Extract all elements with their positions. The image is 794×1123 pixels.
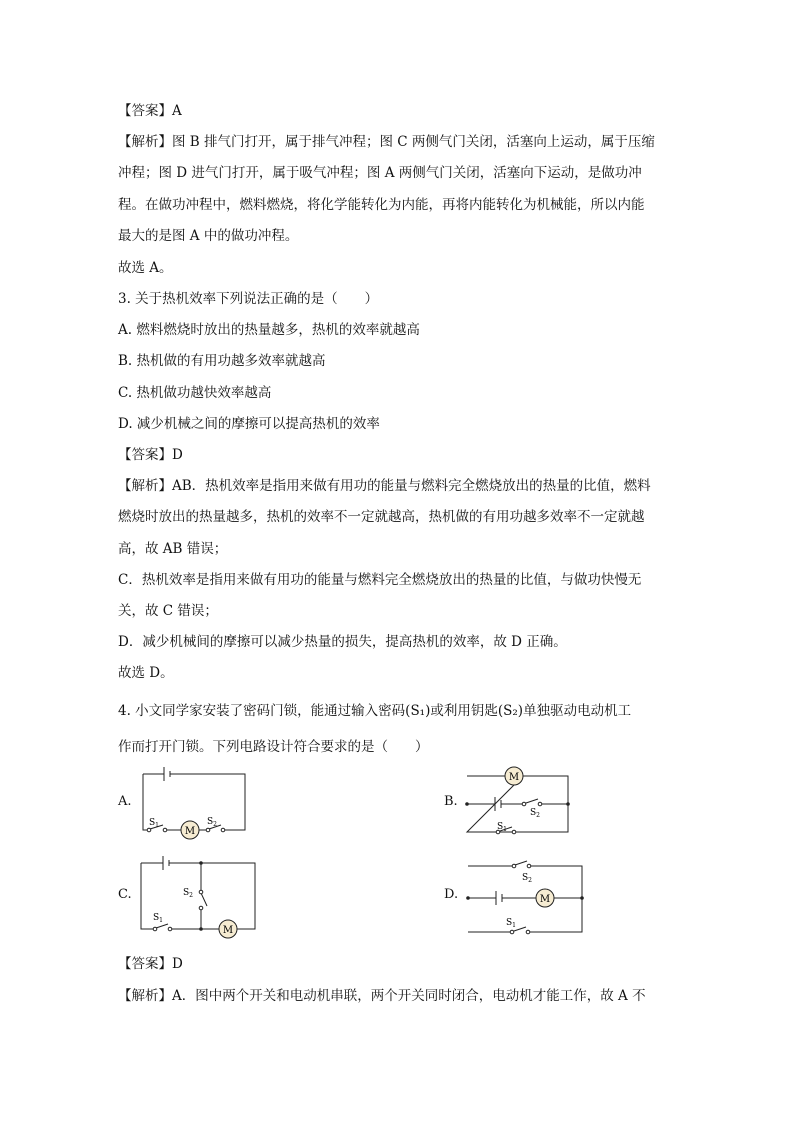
s1-label: $S_1$ [153,913,163,924]
option-label-c: C. [118,887,132,902]
motor-label: M [184,826,196,837]
q2-analysis-line: 最大的是图 A 中的做功冲程。 [118,228,299,244]
q4-analysis-line: 【解析】A．图中两个开关和电动机串联，两个开关同时闭合，电动机才能工作，故 A 不 [118,988,646,1004]
q4-stem-part: 单独驱动电动机工 [523,703,632,719]
option-label-a: A. [118,794,132,809]
motor-label: M [539,894,551,905]
q2-conclusion: 故选 A。 [118,260,173,276]
circuit-diagram-a [135,762,255,842]
q4-stem-line2: 作而打开门锁。下列电路设计符合要求的是（ ） [118,739,429,755]
q4-s2-symbol: (S₂) [497,703,524,719]
q4-stem-part: 或利用钥匙 [430,703,498,719]
q3-analysis-line: D．减少机械间的摩擦可以减少热量的损失，提高热机的效率，故 D 正确。 [118,634,567,650]
q3-conclusion: 故选 D。 [118,665,174,681]
option-label-d: D. [444,887,459,902]
q3-analysis-line: 燃烧时放出的热量越多，热机的效率不一定就越高，热机做的有用功越多效率不一定就越 [118,509,645,525]
s1-label: $S_1$ [149,818,159,829]
q3-answer: 【答案】D [118,447,183,463]
s2-label: $S_2$ [530,808,540,819]
circuit-diagram-d [462,856,588,938]
q2-analysis-line: 【解析】图 B 排气门打开，属于排气冲程；图 C 两侧气门关闭，活塞向上运动，属于压缩 [118,134,655,150]
q3-option-a: A. 燃料燃烧时放出的热量越多，热机的效率就越高 [118,322,420,338]
q3-option-c: C. 热机做功越快效率越高 [118,385,272,401]
q3-stem: 3. 关于热机效率下列说法正确的是（ ） [118,291,379,307]
q4-s1-symbol: (S₁) [405,703,431,719]
q4-answer: 【答案】D [118,956,183,972]
s1-label: $S_1$ [506,918,516,929]
s2-label: $S_2$ [183,888,193,899]
circuit-diagram-c [135,853,265,945]
q3-analysis-line: C．热机效率是指用来做有用功的能量与燃料完全燃烧放出的热量的比值，与做功快慢无 [118,572,642,588]
q3-option-d: D. 减少机械之间的摩擦可以提高热机的效率 [118,416,380,432]
motor-label: M [222,925,234,936]
s2-label: $S_2$ [522,873,532,884]
q2-answer: 【答案】A [118,103,182,119]
q2-analysis-line: 程。在做功冲程中，燃料燃烧，将化学能转化为内能，再将内能转化为机械能，所以内能 [118,197,645,213]
q4-stem-line1 [118,701,631,721]
q3-analysis-line: 关，故 C 错误； [118,603,218,619]
q3-analysis-line: 高，故 AB 错误； [118,541,228,557]
q3-analysis-line: 【解析】AB．热机效率是指用来做有用功的能量与燃料完全燃烧放出的热量的比值，燃料 [118,478,651,494]
s2-label: $S_2$ [207,817,217,828]
option-label-b: B. [444,794,458,809]
q3-option-b: B. 热机做的有用功越多效率就越高 [118,353,326,369]
motor-label: M [508,772,520,783]
q2-analysis-line: 冲程；图 D 进气门打开，属于吸气冲程；图 A 两侧气门关闭，活塞向下运动，是做功冲 [118,165,642,181]
circuit-diagram-b [462,766,574,836]
q4-stem-part: 4. 小文同学家安装了密码门锁，能通过输入密码 [118,703,406,719]
s1-label: $S_1$ [497,822,507,833]
